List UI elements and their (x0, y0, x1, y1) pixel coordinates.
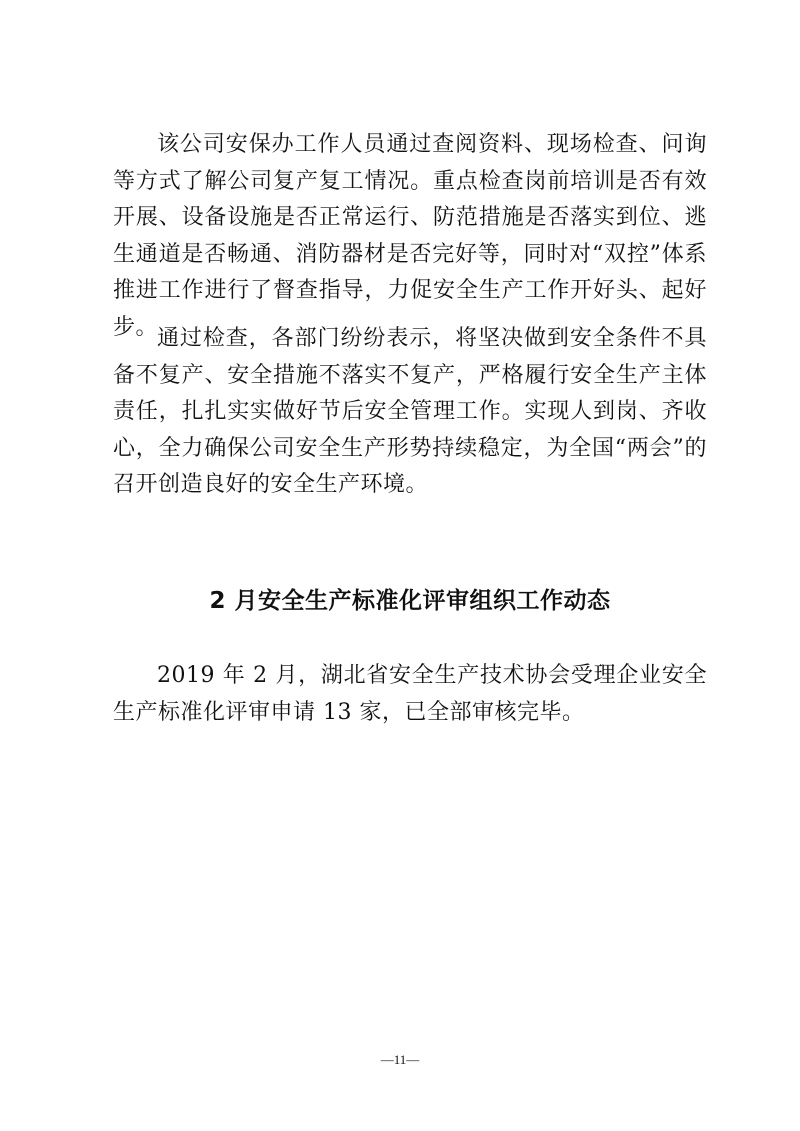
section-heading: 2 月安全生产标准化评审组织工作动态 (209, 588, 611, 614)
body-paragraph-commitment: 通过检查，各部门纷纷表示，将坚决做到安全条件不具备不复产、安全措施不落实不复产，严格履行安全生产主体责任，扎扎实实做好节后安全管理工作。实现人到岗、齐收心，全力确保公司安全生产形势持续稳定，为全国“两会”的召开创造良好的安全生产环境。 (113, 326, 707, 497)
body-paragraph-inspection: 该公司安保办工作人员通过查阅资料、现场检查、问询等方式了解公司复产复工情况。重点检查岗前培训是否有效开展、设备设施是否正常运行、防范措施是否落实到位、逃生通道是否畅通、消防器材是否完好等，同时对“双控”体系推进工作进行了督查指导，力促安全生产工作开好头、起好步。 (113, 132, 707, 340)
body-paragraph-review-stats: 2019 年 2 月，湖北省安全生产技术协会受理企业安全生产标准化评审申请 13 家，已全部审核完毕。 (113, 663, 707, 725)
page-number: —11— (380, 1052, 420, 1067)
